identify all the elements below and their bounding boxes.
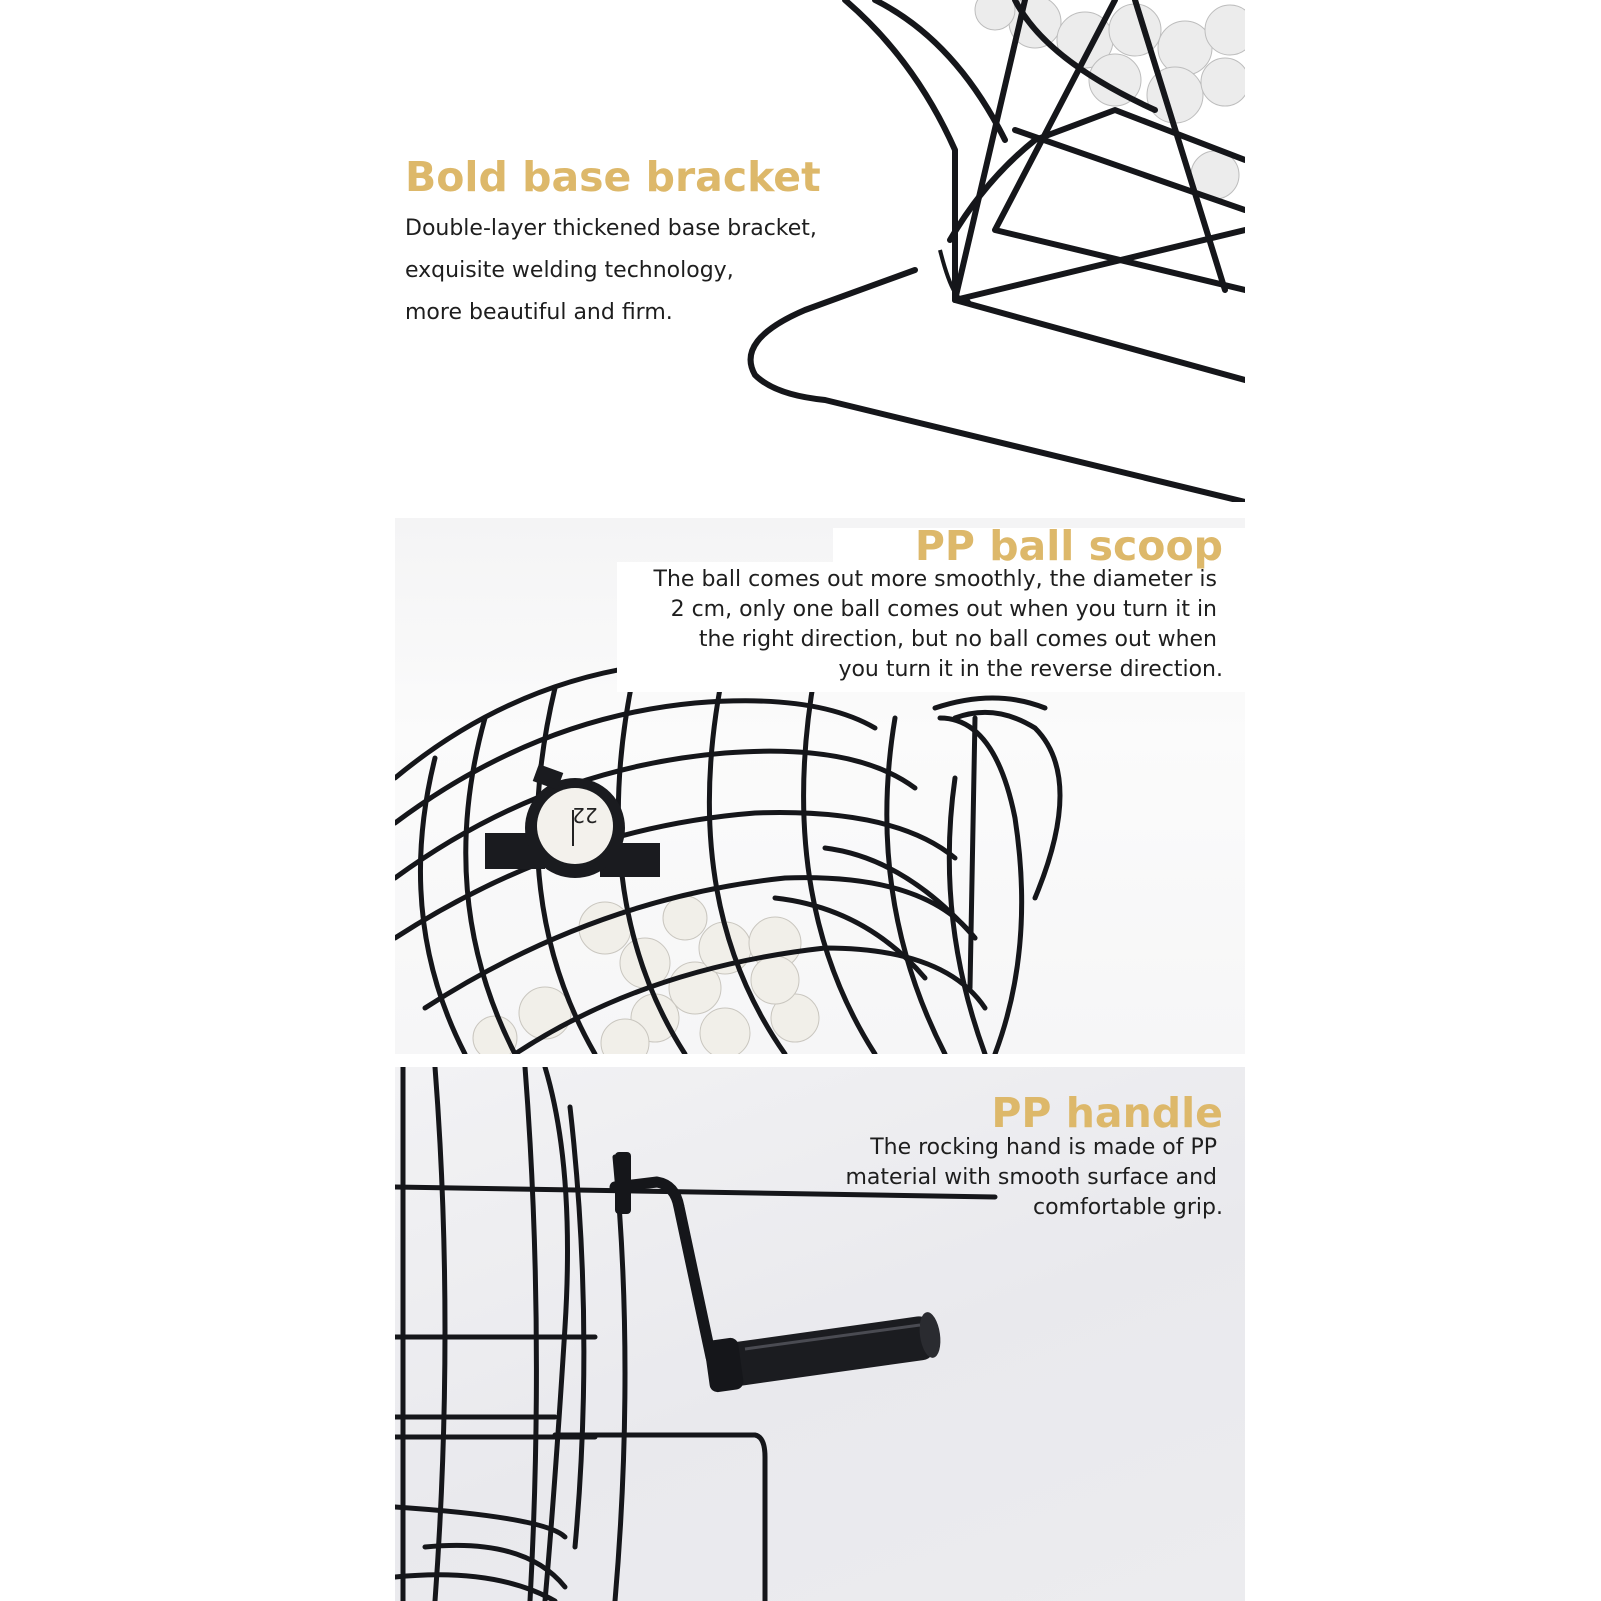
section-text-line: Double-layer thickened base bracket, [405,216,817,241]
section-text-line: 2 cm, only one ball comes out when you turn it in [670,597,1217,622]
handle-grip [704,1311,944,1393]
ball-number-label: 22 [572,803,598,827]
section-text-line: The ball comes out more smoothly, the diameter is [653,567,1217,592]
handle-panel [395,1067,1245,1601]
base-bracket-panel [395,0,1245,502]
section-text-line: more beautiful and firm. [405,300,673,325]
section-heading-handle: PP handle [991,1089,1223,1137]
section-heading-ball-scoop: PP ball scoop [914,522,1223,570]
ball-scoop-panel [395,518,1245,1054]
section-text-line: comfortable grip. [1032,1195,1223,1220]
section-text-line: you turn it in the reverse direction. [838,657,1223,682]
section-text-line: material with smooth surface and [845,1165,1217,1190]
base-bracket-photo [395,0,1245,502]
section-text-line: exquisite welding technology, [405,258,734,283]
section-heading-base-bracket: Bold base bracket [405,153,821,201]
section-text-line: the right direction, but no ball comes out when [698,627,1217,652]
section-text-line: The rocking hand is made of PP [870,1135,1217,1160]
